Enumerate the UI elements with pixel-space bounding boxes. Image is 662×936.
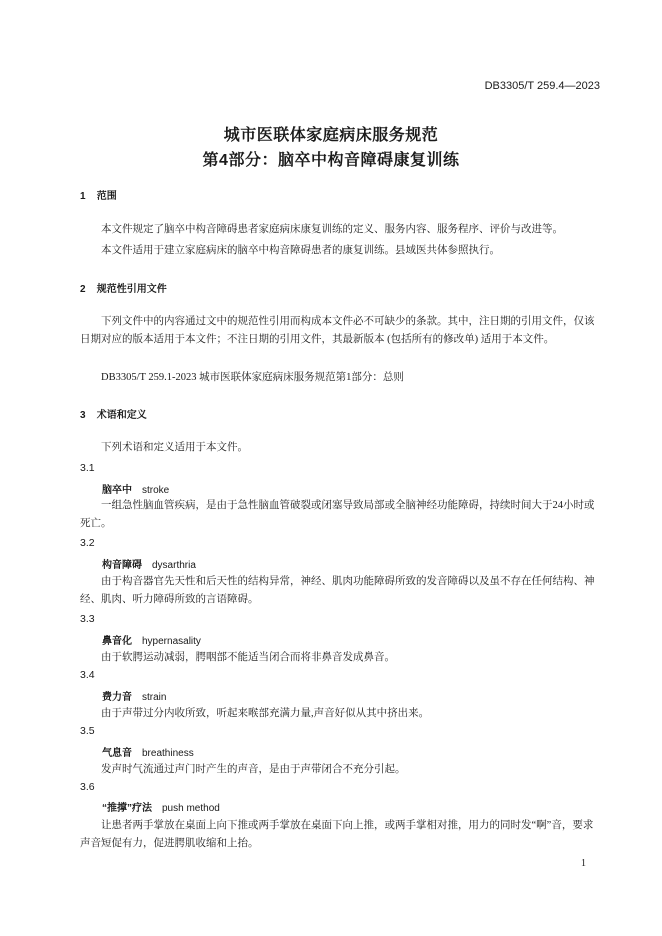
- term-heading: [102, 632, 201, 647]
- term-definition: 让患者两手掌放在桌面上向下推或两手掌放在桌面下向上推，或两手掌相对推，用力的同时发“啊”音，要求声音短促有力，促进腭肌收缩和上抬。: [80, 820, 594, 849]
- term-zh: “推撑”疗法: [102, 803, 152, 814]
- term-number: 3.6: [80, 781, 95, 793]
- term-number: 3.1: [80, 462, 95, 474]
- term-zh: 鼻音化: [102, 636, 132, 647]
- term-en: stroke: [142, 485, 170, 496]
- section-2-para-1: 下列文件中的内容通过文中的规范性引用而构成本文件必不可缺少的条款。其中，注日期的引用文件，仅该日期对应的版本适用于本文件；不注日期的引用文件，其最新版本 (包括所有的修改单) 适用于本文件。: [80, 316, 595, 345]
- term-number: 3.2: [80, 537, 95, 549]
- document-title-line1: 城市医联体家庭病床服务规范: [223, 127, 439, 144]
- section-number: 2: [80, 284, 86, 295]
- page-number: 1: [581, 858, 586, 869]
- section-title: 术语和定义: [96, 410, 147, 421]
- term-heading: [102, 799, 220, 814]
- document-number: DB3305/T 259.4—2023: [484, 80, 600, 92]
- section-title: 范围: [96, 191, 117, 202]
- term-heading: [102, 688, 166, 703]
- term-zh: 气息音: [102, 748, 132, 759]
- term-definition: 由于软腭运动减弱，腭咽部不能适当闭合而将非鼻音发成鼻音。: [101, 652, 395, 663]
- document-title-line2: 第4部分：脑卒中构音障碍康复训练: [202, 152, 460, 169]
- term-definition: 由于构音器官先天性和后天性的结构异常，神经、肌肉功能障碍所致的发音障碍以及虽不存在任何结构、神经、肌肉、听力障碍所致的言语障碍。: [80, 576, 595, 605]
- section-title: 规范性引用文件: [96, 284, 167, 295]
- term-heading: [102, 744, 194, 759]
- term-en: hypernasality: [142, 636, 201, 647]
- section-2-para-2: DB3305/T 259.1-2023 城市医联体家庭病床服务规范第1部分：总则: [101, 372, 404, 383]
- term-zh: 构音障碍: [102, 560, 142, 571]
- term-heading: [102, 556, 196, 571]
- term-definition: 一组急性脑血管疾病，是由于急性脑血管破裂或闭塞导致局部或全脑神经功能障碍，持续时间大于24小时或死亡。: [80, 500, 595, 529]
- term-en: push method: [162, 803, 220, 814]
- term-number: 3.3: [80, 613, 95, 625]
- section-2-heading: [80, 280, 167, 295]
- term-heading: [102, 481, 169, 496]
- section-3-heading: [80, 406, 147, 421]
- term-en: strain: [142, 692, 167, 703]
- term-en: dysarthria: [152, 560, 196, 571]
- section-1-heading: [80, 187, 117, 202]
- section-1-para-1: 本文件规定了脑卒中构音障碍患者家庭病床康复训练的定义、服务内容、服务程序、评价与改进等。: [101, 224, 563, 235]
- term-definition: 由于声带过分内收所致，听起来喉部充满力量,声音好似从其中挤出来。: [101, 708, 430, 719]
- section-3-intro: 下列术语和定义适用于本文件。: [101, 442, 248, 453]
- term-zh: 费力音: [102, 692, 132, 703]
- term-number: 3.5: [80, 725, 95, 737]
- term-zh: 脑卒中: [102, 485, 132, 496]
- section-number: 1: [80, 191, 86, 202]
- section-1-para-2: 本文件适用于建立家庭病床的脑卒中构音障碍患者的康复训练。县域医共体参照执行。: [101, 245, 500, 256]
- section-number: 3: [80, 410, 86, 421]
- term-en: breathiness: [142, 748, 194, 759]
- term-number: 3.4: [80, 669, 95, 681]
- term-definition: 发声时气流通过声门时产生的声音，是由于声带闭合不充分引起。: [101, 764, 406, 775]
